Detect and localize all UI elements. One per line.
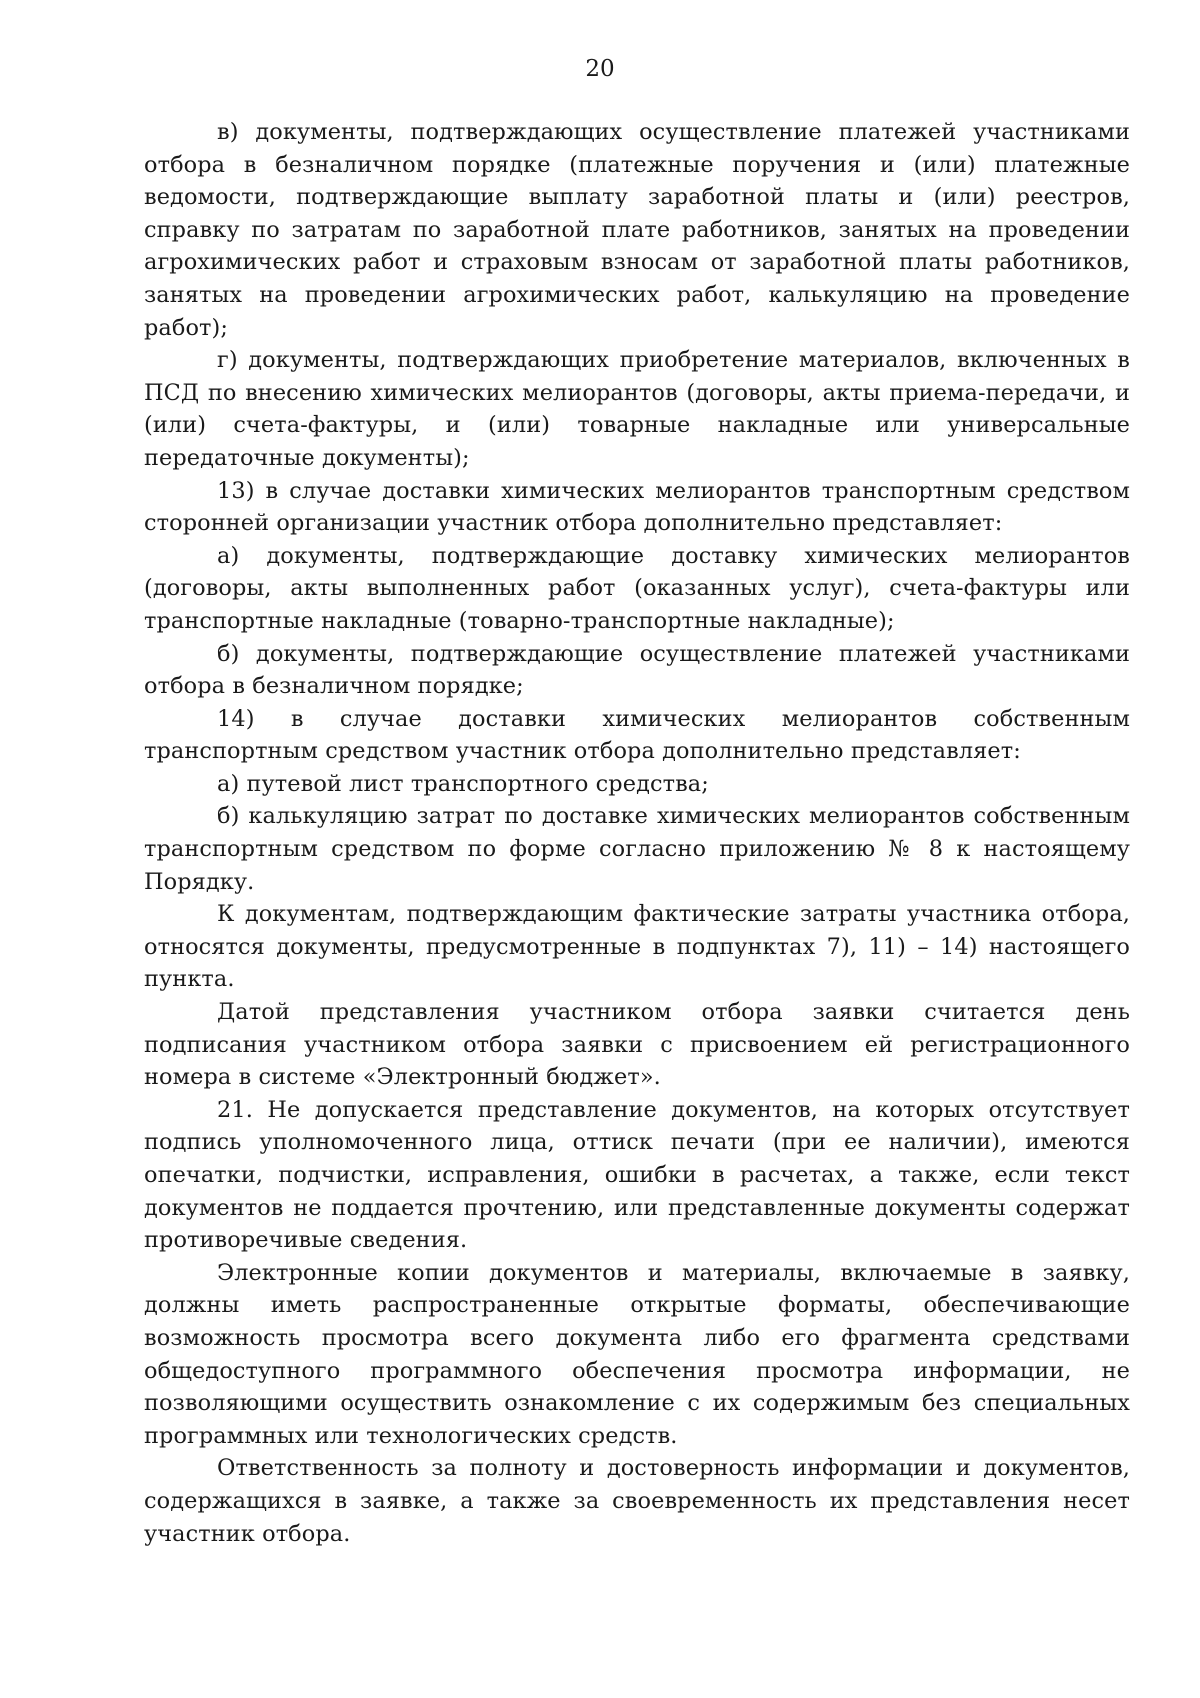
paragraph-actual-costs-documents: К документам, подтверждающим фактические затраты участника отбора, относятся документы, предусмотренные в подпунктах 7), 11) – 14) настоящего пункта. [144, 901, 1130, 993]
page-number: 20 [585, 56, 615, 82]
paragraph-14b-cost-calculation: б) калькуляцию затрат по доставке химических мелиорантов собственным транспортным средством по форме согласно приложению № 8 к настоящему Порядку. [144, 803, 1130, 895]
paragraph-14a-waybill: а) путевой лист транспортного средства; [217, 770, 709, 797]
document-body [144, 116, 1130, 1550]
paragraph-13a-delivery-documents: а) документы, подтверждающие доставку химических мелиорантов (договоры, акты выполненных работ (оказанных услуг), счета-фактуры или транспортные накладные (товарно-транспортные накладные); [144, 542, 1130, 634]
paragraph-application-date: Датой представления участником отбора заявки считается день подписания участником отбора заявки с присвоением ей регистрационного номера в системе «Электронный бюджет». [144, 999, 1130, 1091]
paragraph-g-materials-documents: г) документы, подтверждающих приобретение материалов, включенных в ПСД по внесению химических мелиорантов (договоры, акты приема-передачи, и (или) счета-фактуры, и (или) товарные накладные или универсальные передаточные документы); [144, 347, 1130, 471]
paragraph-21-invalid-documents: 21. Не допускается представление документов, на которых отсутствует подпись уполномоченного лица, оттиск печати (при ее наличии), имеются опечатки, подчистки, исправления, ошибки в расчетах, а также, если текст документов не поддается прочтению, или представленные документы содержат противоречивые сведения. [144, 1096, 1130, 1254]
paragraph-responsibility: Ответственность за полноту и достоверность информации и документов, содержащихся в заявке, а также за своевременность их представления несет участник отбора. [144, 1455, 1130, 1547]
paragraph-13b-payment-documents: б) документы, подтверждающие осуществление платежей участниками отбора в безналичном порядке; [144, 640, 1130, 700]
paragraph-electronic-copies: Электронные копии документов и материалы, включаемые в заявку, должны иметь распространенные открытые форматы, обеспечивающие возможность просмотра всего документа либо его фрагмента средствами общедоступного программного обеспечения просмотра информации, не позволяющими осуществить ознакомление с их содержимым без специальных программных или технологических средств. [144, 1259, 1130, 1449]
paragraph-13-third-party-delivery: 13) в случае доставки химических мелиорантов транспортным средством сторонней организации участник отбора дополнительно представляет: [144, 477, 1130, 537]
paragraph-v-payment-documents: в) документы, подтверждающих осуществление платежей участниками отбора в безналичном порядке (платежные поручения и (или) платежные ведомости, подтверждающие выплату заработной платы и (или) реестров, справку по затратам по заработной плате работников, занятых на проведении агрохимических работ и страховым взносам от заработной платы работников, занятых на проведении агрохимических работ, калькуляцию на проведение работ); [144, 119, 1130, 341]
paragraph-14-own-transport-delivery: 14) в случае доставки химических мелиорантов собственным транспортным средством участник отбора дополнительно представляет: [144, 705, 1130, 765]
